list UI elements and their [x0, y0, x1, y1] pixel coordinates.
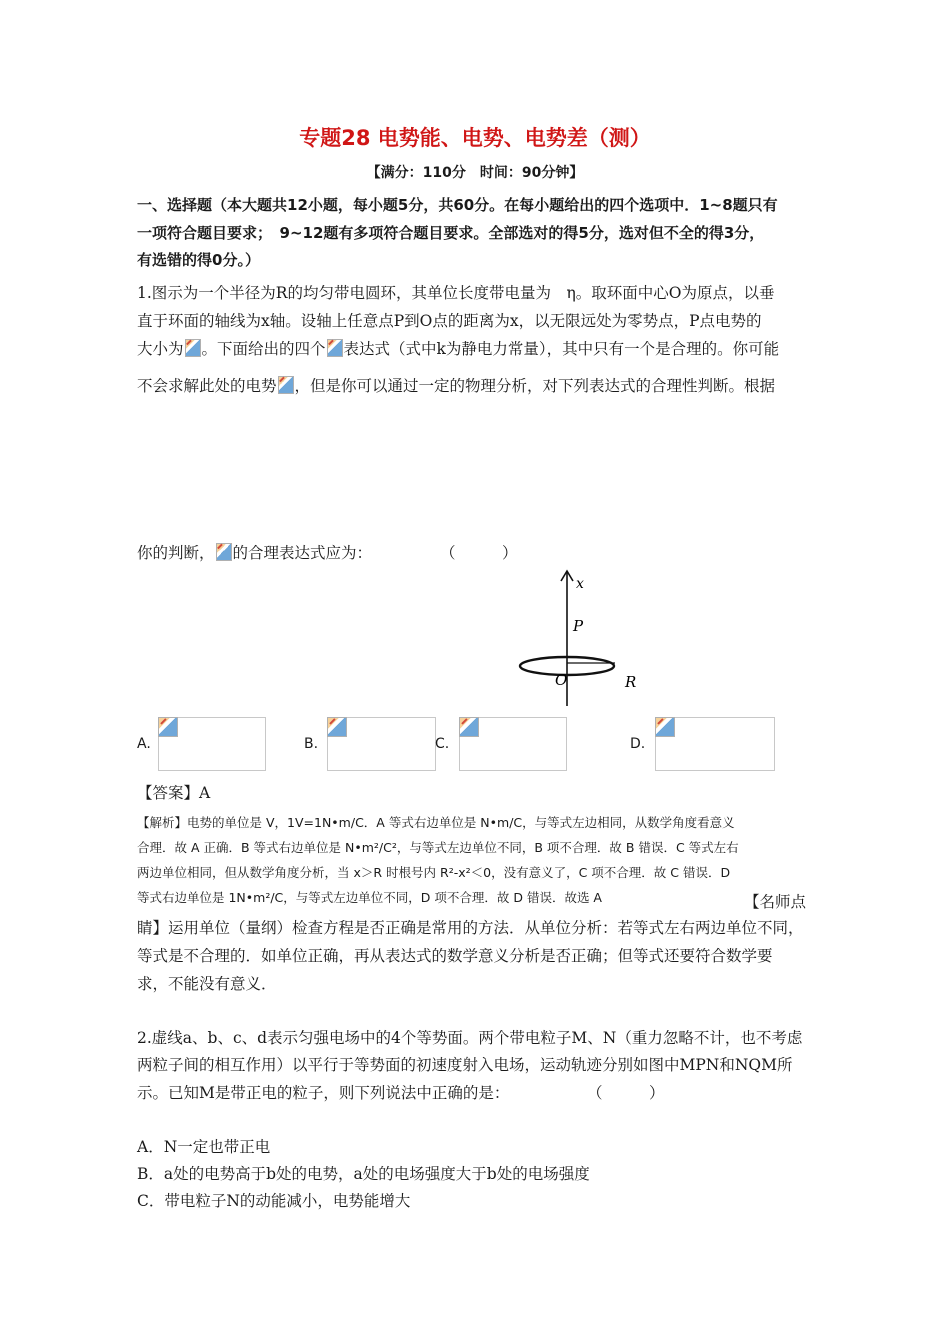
q2-option-c: C．带电粒子N的动能减小，电势能增大: [137, 1192, 411, 1210]
option-b-label: B.: [304, 736, 319, 752]
tips-line-3: 求，不能没有意义．: [137, 975, 277, 993]
option-c-label: C.: [435, 736, 450, 752]
formula-image-icon: [216, 543, 232, 561]
analysis-line-2: 合理．故 A 正确．B 等式右边单位是 N•m²/C²，与等式左边单位不同，B 项不合理．故 B 错误．C 等式左右: [137, 840, 739, 855]
q2-line-2: 两粒子间的相互作用）以平行于等势面的初速度射入电场，运动轨迹分别如图中MPN和NQM所: [137, 1056, 793, 1074]
formula-image-icon: [655, 717, 675, 737]
q2-option-b: B．a处的电势高于b处的电势，a处的电场强度大于b处的电场强度: [137, 1165, 590, 1183]
q1-line-3b: 。下面给出的四个: [201, 340, 326, 358]
score-line: 【满分：110分 时间：90分钟】: [366, 165, 584, 181]
q2-answer-paren: （ ）: [587, 1084, 665, 1102]
q2-line-1: 2.虚线a、b、c、d表示匀强电场中的4个等势面。两个带电粒子M、N（重力忽略不计，也不考虑: [137, 1029, 803, 1047]
q1-line-4a: 不会求解此处的电势: [137, 377, 277, 395]
formula-image-icon: [459, 717, 479, 737]
option-a-label: A.: [137, 736, 151, 752]
formula-image-icon: [327, 339, 343, 357]
q1-line-3: [137, 337, 779, 359]
tips-line-1: 睛】运用单位（量纲）检查方程是否正确是常用的方法．从单位分析：若等式左右两边单位不同，: [137, 919, 804, 937]
section-instruction-line-2: 一项符合题目要求； 9~12题有多项符合题目要求。全部选对的得5分，选对但不全的得3分，: [137, 224, 765, 242]
tips-header: 【名师点: [744, 893, 807, 911]
q1-line-5: [137, 541, 372, 563]
q1-line-2: 直于环面的轴线为x轴。设轴上任意点P到O点的距离为x，以无限远处为零势点，P点电势的: [137, 312, 762, 330]
tips-line-2: 等式是不合理的．如单位正确，再从表达式的数学意义分析是否正确；但等式还要符合数学要: [137, 947, 773, 965]
ring-figure: [505, 563, 655, 713]
point-p-label: P: [573, 617, 584, 635]
page-title: 专题28 电势能、电势、电势差（测）: [299, 126, 651, 150]
q1-line-3c: 表达式（式中k为静电力常量），其中只有一个是合理的。你可能: [343, 340, 780, 358]
q1-line-3a: 大小为: [137, 340, 184, 358]
q1-line-5b: 的合理表达式应为：: [232, 544, 373, 562]
q2-line-3: 示。已知M是带正电的粒子，则下列说法中正确的是：: [137, 1084, 510, 1102]
formula-image-icon: [327, 717, 347, 737]
q1-answer: 【答案】A: [137, 784, 211, 802]
formula-image-icon: [185, 339, 201, 357]
x-axis-label: x: [576, 576, 584, 592]
q1-answer-paren: （ ）: [440, 544, 518, 562]
q1-line-4b: ，但是你可以通过一定的物理分析，对下列表达式的合理性判断。根据: [294, 377, 776, 395]
analysis-line-4: 等式右边单位是 1N•m²/C，与等式左边单位不同，D 项不合理．故 D 错误．故选 A: [137, 890, 602, 905]
formula-image-icon: [158, 717, 178, 737]
section-instruction-line-3: 有选错的得0分。）: [137, 251, 260, 269]
radius-r-label: R: [625, 673, 637, 691]
q2-option-a: A．N一定也带正电: [137, 1138, 271, 1156]
origin-o-label: O: [555, 671, 568, 689]
formula-image-icon: [278, 376, 294, 394]
analysis-line-1: 【解析】电势的单位是 V，1V=1N•m/C．A 等式右边单位是 N•m/C，与等式左边相同，从数学角度看意义: [137, 815, 735, 830]
q1-line-4: [137, 374, 775, 396]
section-instruction-line-1: 一、选择题（本大题共12小题，每小题5分，共60分。在每小题给出的四个选项中．1~8题只有: [137, 196, 778, 214]
analysis-line-3: 两边单位相同，但从数学角度分析，当 x＞R 时根号内 R²-x²＜0，没有意义了，C 项不合理．故 C 错误．D: [137, 865, 731, 880]
option-d-label: D.: [630, 736, 646, 752]
q1-line-5a: 你的判断，: [137, 544, 215, 562]
q1-line-1: 1.图示为一个半径为R的均匀带电圆环，其单位长度带电量为 η。取环面中心O为原点，以垂: [137, 284, 775, 302]
